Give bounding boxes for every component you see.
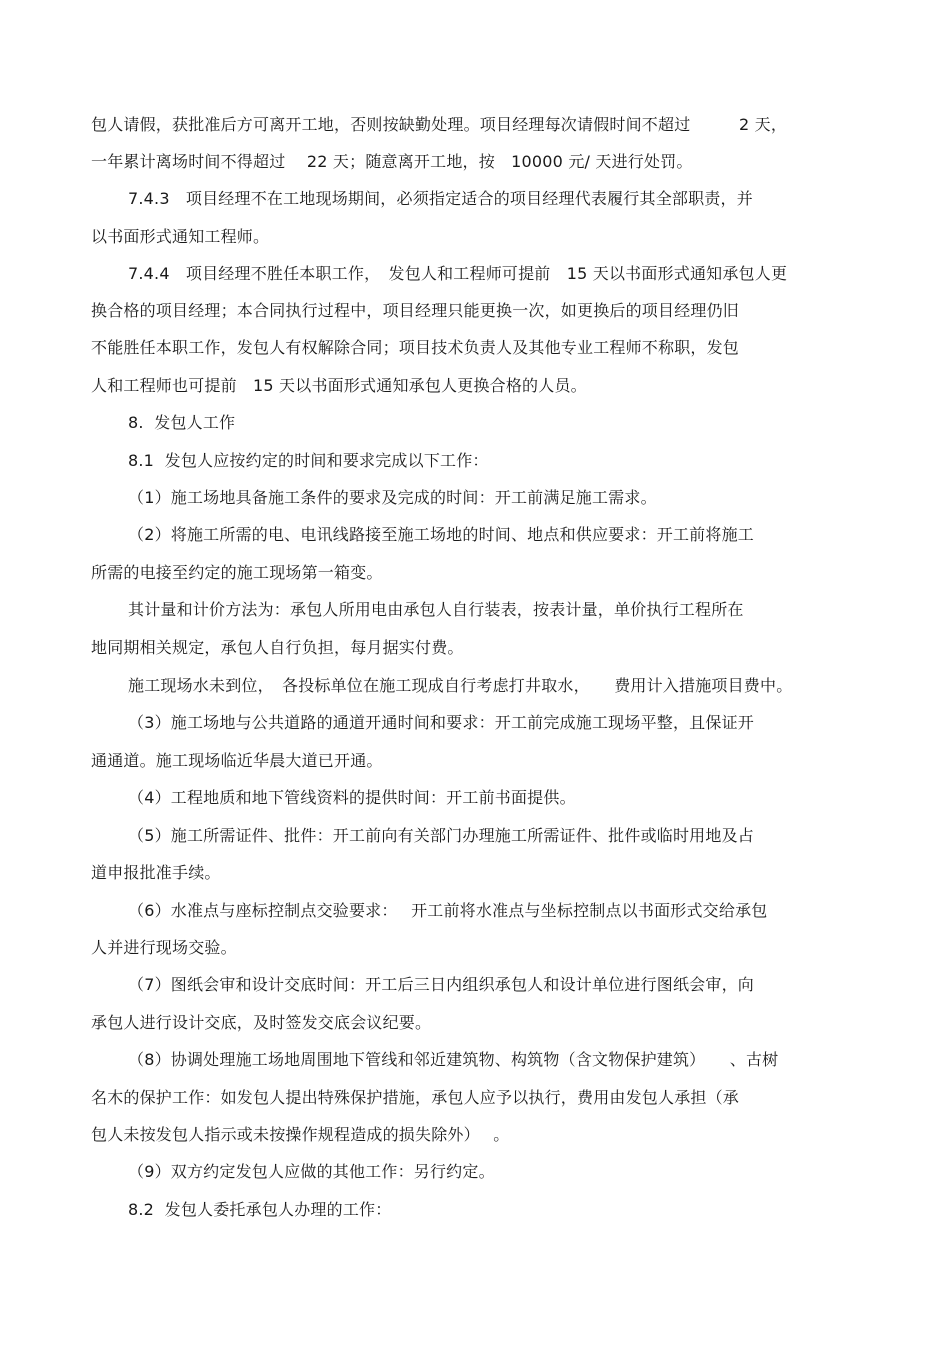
clause-8-1: 8.1 发包人应按约定的时间和要求完成以下工作：	[128, 451, 489, 470]
paragraph-line-28: 包人未按发包人指示或未按操作规程造成的损失除外） 。	[91, 1125, 510, 1144]
item-6: （6）水准点与座标控制点交验要求： 开工前将水准点与坐标控制点以书面形式交给承包	[128, 901, 768, 920]
paragraph-line-6: 换合格的项目经理；本合同执行过程中，项目经理只能更换一次，如更换后的项目经理仍旧	[91, 301, 740, 320]
item-7: （7）图纸会审和设计交底时间：开工后三日内组织承包人和设计单位进行图纸会审，向	[128, 975, 754, 994]
paragraph-line-1: 包人请假，获批准后方可离开工地，否则按缺勤处理。项目经理每次请假时间不超过 2 天，	[91, 115, 788, 134]
paragraph-line-2: 一年累计离场时间不得超过 22 天；随意离开工地，按 10000 元/ 天进行处罚。	[91, 152, 693, 171]
paragraph-line-25: 承包人进行设计交底，及时签发交底会议纪要。	[91, 1013, 432, 1032]
item-4: （4）工程地质和地下管线资料的提供时间：开工前书面提供。	[128, 788, 576, 807]
paragraph-line-15: 地同期相关规定，承包人自行负担，每月据实付费。	[91, 638, 464, 657]
paragraph-line-13: 所需的电接至约定的施工现场第一箱变。	[91, 563, 383, 582]
paragraph-line-27: 名木的保护工作：如发包人提出特殊保护措施，承包人应予以执行，费用由发包人承担（承	[91, 1088, 740, 1107]
paragraph-line-8: 人和工程师也可提前 15 天以书面形式通知承包人更换合格的人员。	[91, 376, 587, 395]
clause-7-4-3: 7.4.3 项目经理不在工地现场期间，必须指定适合的项目经理代表履行其全部职责，并	[128, 189, 753, 208]
paragraph-line-16: 施工现场水未到位， 各投标单位在施工现成自行考虑打井取水， 费用计入措施项目费中。	[128, 676, 793, 695]
paragraph-line-18: 通通道。施工现场临近华晨大道已开通。	[91, 751, 383, 770]
item-9: （9）双方约定发包人应做的其他工作：另行约定。	[128, 1162, 495, 1181]
paragraph-line-21: 道申报批准手续。	[91, 863, 221, 882]
item-2: （2）将施工所需的电、电讯线路接至施工场地的时间、地点和供应要求：开工前将施工	[128, 525, 754, 544]
clause-8-2: 8.2 发包人委托承包人办理的工作：	[128, 1200, 392, 1219]
paragraph-line-14: 其计量和计价方法为：承包人所用电由承包人自行装表，按表计量，单价执行工程所在	[128, 600, 744, 619]
clause-7-4-4: 7.4.4 项目经理不胜任本职工作， 发包人和工程师可提前 15 天以书面形式通知承包人更	[128, 264, 788, 283]
paragraph-line-23: 人并进行现场交验。	[91, 938, 237, 957]
item-1: （1）施工场地具备施工条件的要求及完成的时间：开工前满足施工需求。	[128, 488, 657, 507]
item-3: （3）施工场地与公共道路的通道开通时间和要求：开工前完成施工现场平整，且保证开	[128, 713, 754, 732]
paragraph-line-7: 不能胜任本职工作，发包人有权解除合同；项目技术负责人及其他专业工程师不称职，发包	[91, 338, 740, 357]
item-8: （8）协调处理施工场地周围地下管线和邻近建筑物、构筑物（含文物保护建筑） 、古树	[128, 1050, 779, 1069]
section-8-heading: 8. 发包人工作	[128, 413, 236, 432]
item-5: （5）施工所需证件、批件：开工前向有关部门办理施工所需证件、批件或临时用地及占	[128, 826, 754, 845]
paragraph-line-4: 以书面形式通知工程师。	[91, 227, 270, 246]
